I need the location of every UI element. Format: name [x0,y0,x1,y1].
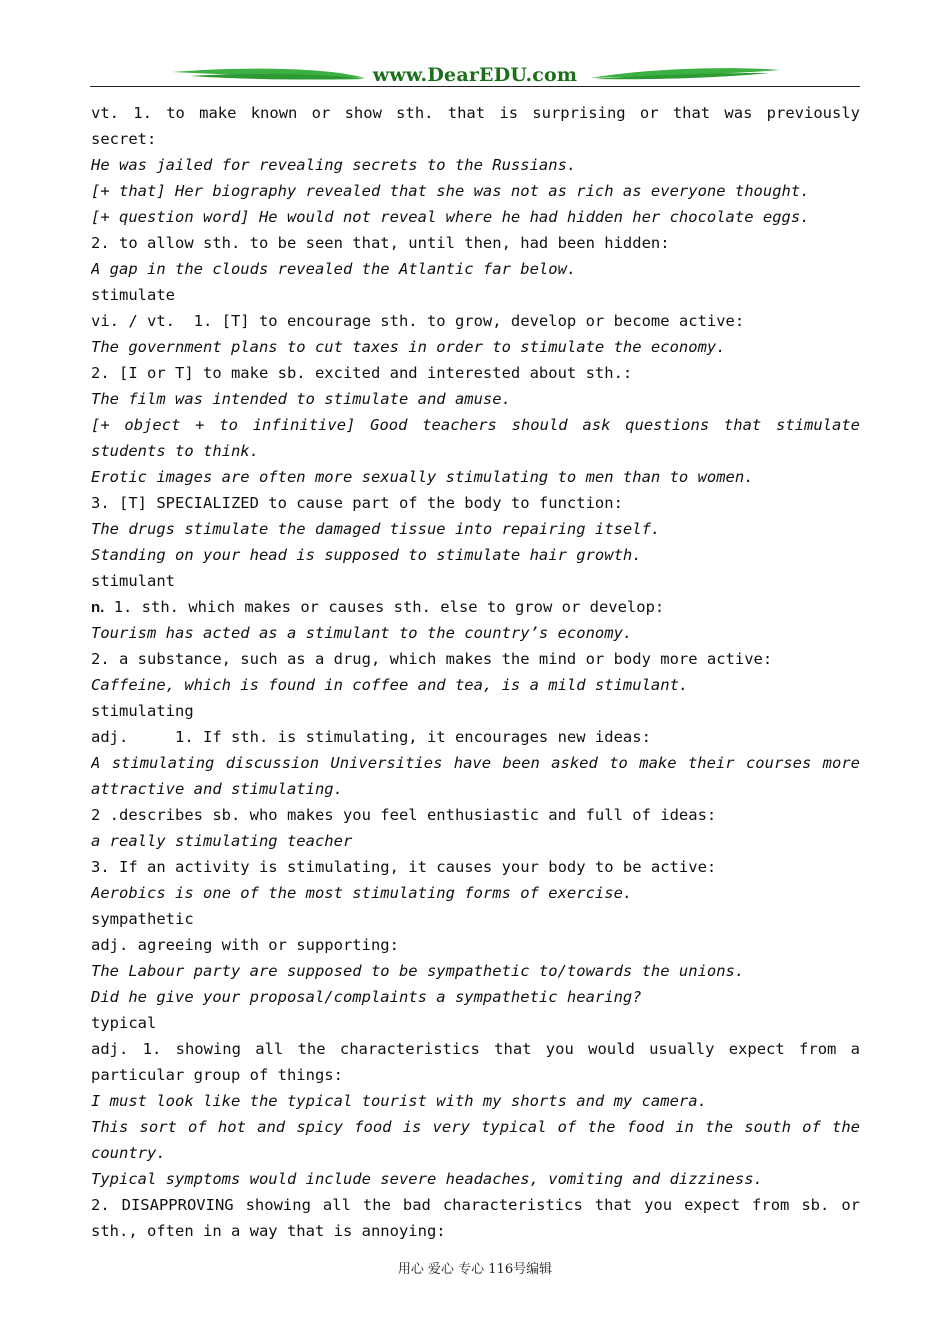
line-text: 2. [I or T] to make sb. excited and interested about sth.: [91,364,633,382]
header-rule [90,86,860,87]
example-sentence [91,750,860,776]
definition-line [91,802,860,828]
definition-line [91,490,860,516]
example-sentence [91,516,860,542]
definition-line [91,568,860,594]
line-text: students to think. [91,442,259,460]
part-of-speech: n. [91,599,105,616]
example-sentence [91,1088,860,1114]
example-sentence [91,178,860,204]
line-text: secret: [91,130,157,148]
example-sentence [91,984,860,1010]
example-sentence [91,152,860,178]
line-text: stimulant [91,572,175,590]
line-text: 3. [T] SPECIALIZED to cause part of the body to function: [91,494,623,512]
line-text: The Labour party are supposed to be sympathetic to/towards the unions. [91,962,745,980]
example-sentence [91,880,860,906]
example-sentence [91,386,860,412]
line-text: The film was intended to stimulate and amuse. [91,390,511,408]
line-text: vi. / vt. 1. [T] to encourage sth. to grow, develop or become active: [91,312,745,330]
example-sentence [91,1166,860,1192]
page-footer: 用心 爱心 专心 116号编辑 [397,1262,553,1277]
example-sentence [91,958,860,984]
example-sentence [91,412,860,438]
line-text: The drugs stimulate the damaged tissue into repairing itself. [91,520,661,538]
line-text: a really stimulating teacher [91,832,353,850]
definition-line [91,1010,860,1036]
document-body [91,100,860,1244]
line-text: stimulating [91,702,194,720]
definition-line [91,126,860,152]
example-sentence [91,204,860,230]
line-text: typical [91,1014,157,1032]
example-sentence [91,542,860,568]
line-text: Tourism has acted as a stimulant to the country’s economy. [91,624,633,642]
line-text: adj. 1. If sth. is stimulating, it encourages new ideas: [91,728,651,746]
example-sentence [91,334,860,360]
line-text: particular group of things: [91,1066,343,1084]
definition-line [91,1036,860,1062]
definition-line [91,906,860,932]
definition-line [91,854,860,880]
line-text: stimulate [91,286,175,304]
line-text: sympathetic [91,910,194,928]
definition-line [91,308,860,334]
line-text: A stimulating discussion Universities have been asked to make their courses more [91,754,860,772]
line-text: 2. to allow sth. to be seen that, until then, had been hidden: [91,234,670,252]
example-sentence [91,256,860,282]
definition-line [91,1218,860,1244]
line-text: I must look like the typical tourist with my shorts and my camera. [91,1092,707,1110]
line-text: adj. 1. showing all the characteristics that you would usually expect from a [91,1040,860,1058]
line-text: He was jailed for revealing secrets to the Russians. [91,156,577,174]
definition-line [91,230,860,256]
line-text: Typical symptoms would include severe headaches, vomiting and dizziness. [91,1170,763,1188]
line-text: The government plans to cut taxes in order to stimulate the economy. [91,338,726,356]
line-text: [+ object + to infinitive] Good teachers should ask questions that stimulate [91,416,860,434]
definition-line [91,646,860,672]
line-text: vt. 1. to make known or show sth. that is surprising or that was previously [91,104,860,122]
line-text: Caffeine, which is found in coffee and tea, is a mild stimulant. [91,676,689,694]
example-sentence [91,620,860,646]
definition-line [91,1062,860,1088]
example-sentence [91,1140,860,1166]
line-text: Did he give your proposal/complaints a sympathetic hearing? [91,988,642,1006]
line-text: 2. DISAPPROVING showing all the bad characteristics that you expect from sb. or [91,1196,860,1214]
line-text: [+ that] Her biography revealed that she was not as rich as everyone thought. [91,182,810,200]
line-text: [+ question word] He would not reveal where he had hidden her chocolate eggs. [91,208,810,226]
example-sentence [91,828,860,854]
line-text: country. [91,1144,166,1162]
example-sentence [91,464,860,490]
line-text: 2 .describes sb. who makes you feel enthusiastic and full of ideas: [91,806,717,824]
definition-line [91,360,860,386]
example-sentence [91,1114,860,1140]
definition-line [91,594,860,620]
line-text: adj. agreeing with or supporting: [91,936,399,954]
line-text: Erotic images are often more sexually stimulating to men than to women. [91,468,754,486]
line-text: attractive and stimulating. [91,780,343,798]
line-text: Standing on your head is supposed to stimulate hair growth. [91,546,642,564]
line-text: 3. If an activity is stimulating, it causes your body to be active: [91,858,717,876]
example-sentence [91,672,860,698]
definition-line [91,1192,860,1218]
line-text: Aerobics is one of the most stimulating forms of exercise. [91,884,633,902]
line-text: A gap in the clouds revealed the Atlantic far below. [91,260,577,278]
line-text: 2. a substance, such as a drug, which makes the mind or body more active: [91,650,773,668]
example-sentence [91,438,860,464]
definition-line [91,282,860,308]
line-text: 1. sth. which makes or causes sth. else to grow or develop: [113,598,665,616]
definition-line [91,932,860,958]
definition-line [91,724,860,750]
definition-line [91,100,860,126]
site-logo-text: www.DearEDU.com [372,64,578,86]
example-sentence [91,776,860,802]
line-text: sth., often in a way that is annoying: [91,1222,446,1240]
line-text: This sort of hot and spicy food is very typical of the food in the south of the [91,1118,860,1136]
definition-line [91,698,860,724]
